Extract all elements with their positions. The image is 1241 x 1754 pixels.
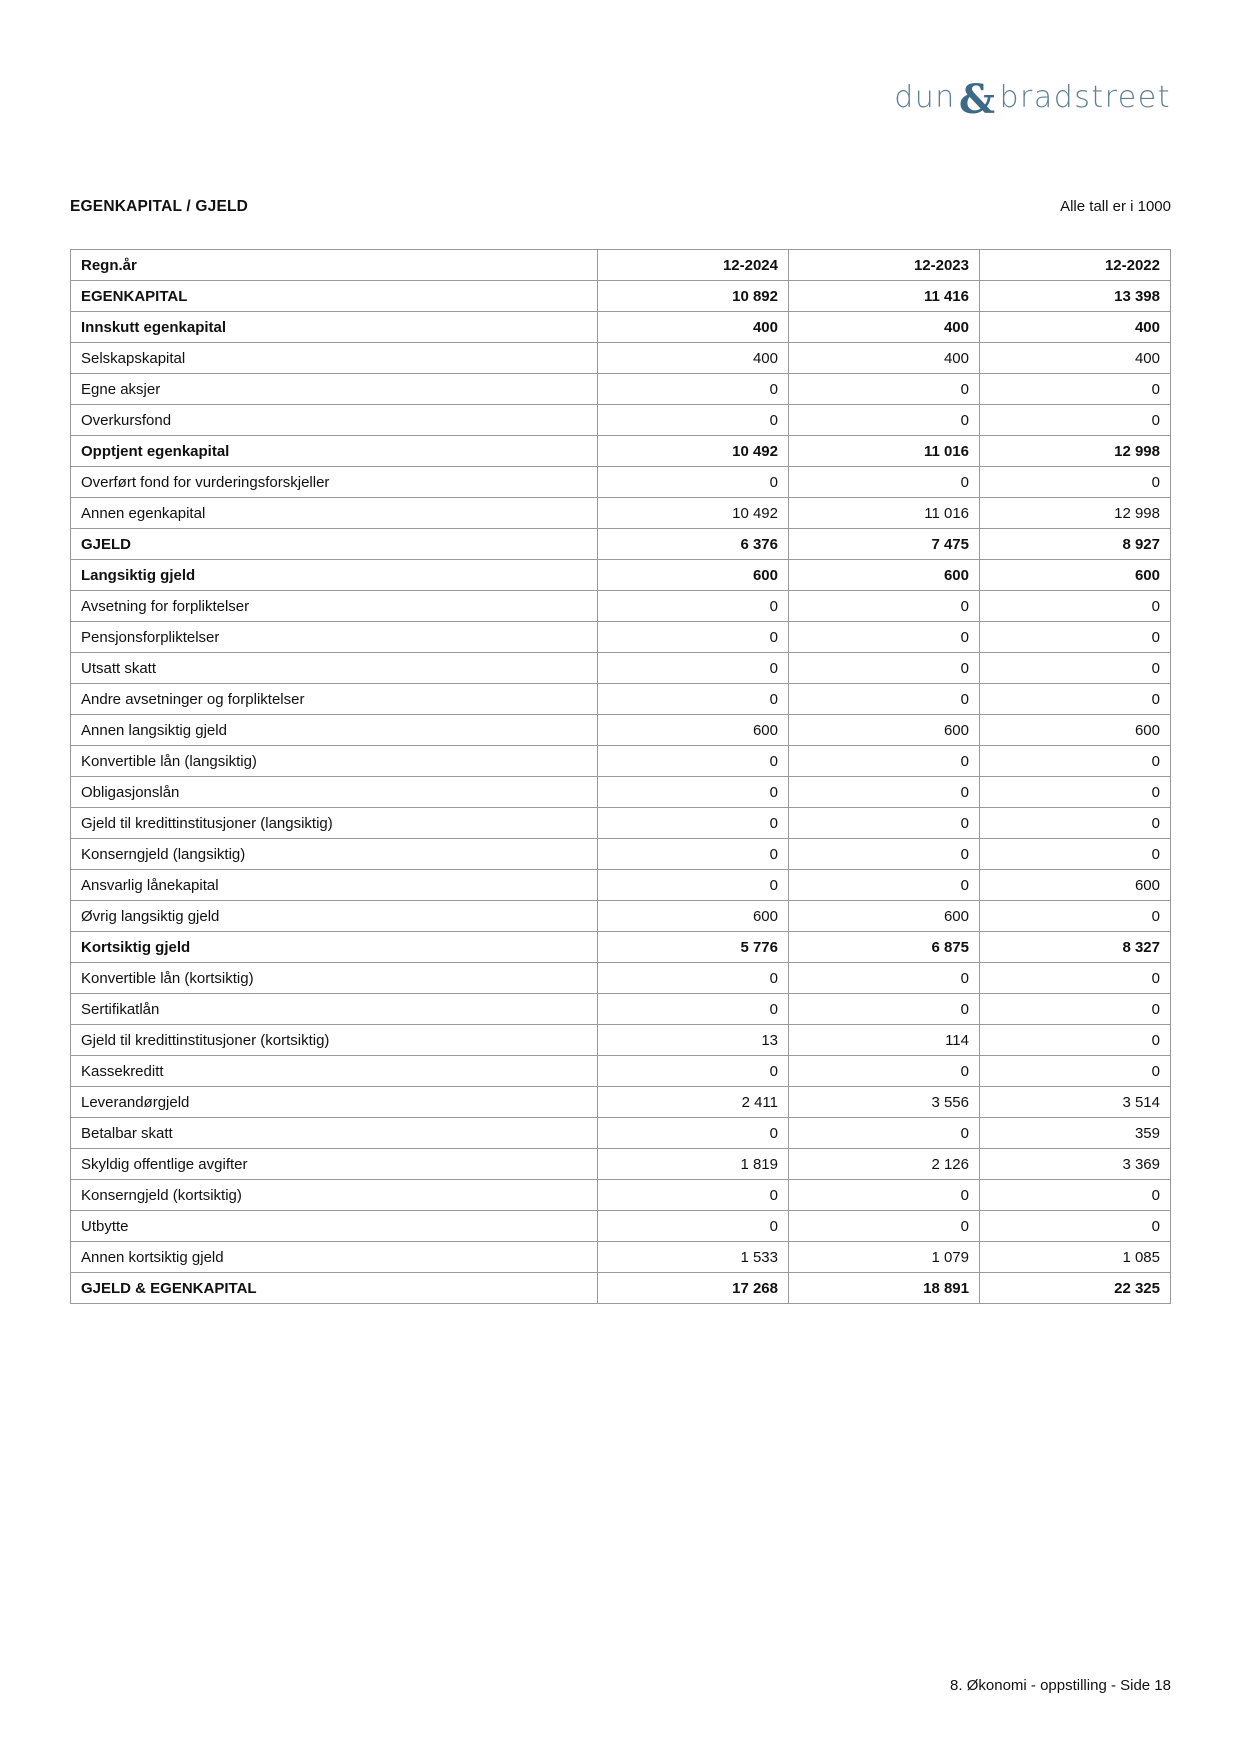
- row-value: 10 892: [598, 281, 789, 312]
- row-value: 600: [980, 870, 1171, 901]
- table-row: [71, 591, 1171, 622]
- row-value: 0: [980, 901, 1171, 932]
- row-value: 0: [980, 746, 1171, 777]
- row-value: 0: [598, 994, 789, 1025]
- logo-text-dun: dun: [894, 80, 956, 115]
- table-row: [71, 622, 1171, 653]
- section-title: EGENKAPITAL / GJELD: [70, 198, 249, 215]
- row-value: 10 492: [598, 436, 789, 467]
- table-row: [71, 1211, 1171, 1242]
- row-value: 0: [598, 777, 789, 808]
- table-row: [71, 560, 1171, 591]
- row-value: 0: [598, 1056, 789, 1087]
- row-value: 0: [980, 1180, 1171, 1211]
- row-value: 2 411: [598, 1087, 789, 1118]
- row-value: 0: [598, 746, 789, 777]
- row-value: 3 556: [789, 1087, 980, 1118]
- table-row: [71, 1149, 1171, 1180]
- table-row: [71, 684, 1171, 715]
- row-label: Annen kortsiktig gjeld: [71, 1242, 598, 1273]
- row-value: 0: [598, 1211, 789, 1242]
- row-label: Egne aksjer: [71, 374, 598, 405]
- row-value: 600: [980, 715, 1171, 746]
- row-value: 6 376: [598, 529, 789, 560]
- table-row: [71, 746, 1171, 777]
- row-value: 0: [789, 1180, 980, 1211]
- row-value: 0: [598, 684, 789, 715]
- column-header-label: Regn.år: [71, 250, 598, 281]
- row-label: Betalbar skatt: [71, 1118, 598, 1149]
- row-value: 0: [789, 746, 980, 777]
- row-value: 400: [598, 343, 789, 374]
- row-value: 0: [598, 374, 789, 405]
- row-value: 0: [598, 467, 789, 498]
- row-label: Konvertible lån (kortsiktig): [71, 963, 598, 994]
- row-value: 600: [598, 901, 789, 932]
- row-label: EGENKAPITAL: [71, 281, 598, 312]
- row-value: 0: [789, 374, 980, 405]
- table-row: [71, 1025, 1171, 1056]
- row-label: Gjeld til kredittinstitusjoner (kortsiktig): [71, 1025, 598, 1056]
- row-value: 400: [789, 312, 980, 343]
- row-value: 600: [789, 901, 980, 932]
- row-label: Konserngjeld (langsiktig): [71, 839, 598, 870]
- row-value: 0: [598, 839, 789, 870]
- row-label: Leverandørgjeld: [71, 1087, 598, 1118]
- row-value: 0: [598, 653, 789, 684]
- row-value: 0: [789, 1211, 980, 1242]
- row-label: Pensjonsforpliktelser: [71, 622, 598, 653]
- table-row: [71, 436, 1171, 467]
- table-row: [71, 1087, 1171, 1118]
- row-value: 1 079: [789, 1242, 980, 1273]
- row-label: Øvrig langsiktig gjeld: [71, 901, 598, 932]
- row-value: 600: [980, 560, 1171, 591]
- section-header: [70, 198, 1171, 216]
- row-value: 0: [980, 684, 1171, 715]
- row-value: 400: [598, 312, 789, 343]
- table-row: [71, 405, 1171, 436]
- row-value: 11 016: [789, 498, 980, 529]
- row-label: Overkursfond: [71, 405, 598, 436]
- row-value: 0: [980, 653, 1171, 684]
- row-value: 3 514: [980, 1087, 1171, 1118]
- logo-ampersand-icon: &: [958, 76, 997, 123]
- row-value: 10 492: [598, 498, 789, 529]
- row-value: 0: [980, 839, 1171, 870]
- row-value: 0: [598, 405, 789, 436]
- table-row: [71, 281, 1171, 312]
- row-label: Konvertible lån (langsiktig): [71, 746, 598, 777]
- table-row: [71, 653, 1171, 684]
- dun-bradstreet-logo: [894, 74, 1171, 121]
- table-row: [71, 994, 1171, 1025]
- row-value: 18 891: [789, 1273, 980, 1304]
- row-value: 12 998: [980, 498, 1171, 529]
- row-value: 6 875: [789, 932, 980, 963]
- row-value: 0: [789, 963, 980, 994]
- row-value: 0: [598, 1180, 789, 1211]
- row-value: 1 533: [598, 1242, 789, 1273]
- row-value: 12 998: [980, 436, 1171, 467]
- row-value: 0: [789, 653, 980, 684]
- row-label: Utbytte: [71, 1211, 598, 1242]
- row-value: 400: [980, 343, 1171, 374]
- row-value: 0: [980, 777, 1171, 808]
- row-label: Andre avsetninger og forpliktelser: [71, 684, 598, 715]
- row-value: 0: [980, 994, 1171, 1025]
- row-label: Konserngjeld (kortsiktig): [71, 1180, 598, 1211]
- table-row: [71, 1118, 1171, 1149]
- row-value: 114: [789, 1025, 980, 1056]
- row-value: 11 016: [789, 436, 980, 467]
- row-value: 0: [789, 994, 980, 1025]
- row-value: 0: [789, 839, 980, 870]
- table-row: [71, 808, 1171, 839]
- row-value: 0: [980, 467, 1171, 498]
- row-value: 0: [598, 622, 789, 653]
- row-label: Langsiktig gjeld: [71, 560, 598, 591]
- row-value: 2 126: [789, 1149, 980, 1180]
- row-label: Kassekreditt: [71, 1056, 598, 1087]
- row-label: Utsatt skatt: [71, 653, 598, 684]
- table-row: [71, 1242, 1171, 1273]
- row-value: 7 475: [789, 529, 980, 560]
- table-row: [71, 839, 1171, 870]
- row-label: Annen egenkapital: [71, 498, 598, 529]
- row-value: 5 776: [598, 932, 789, 963]
- row-label: Sertifikatlån: [71, 994, 598, 1025]
- table-row: [71, 963, 1171, 994]
- table-row: [71, 498, 1171, 529]
- table-row: [71, 901, 1171, 932]
- row-value: 0: [789, 622, 980, 653]
- equity-liabilities-table: [70, 249, 1171, 1304]
- row-value: 1 085: [980, 1242, 1171, 1273]
- row-value: 0: [789, 591, 980, 622]
- row-value: 0: [598, 963, 789, 994]
- row-value: 0: [980, 591, 1171, 622]
- row-value: 22 325: [980, 1273, 1171, 1304]
- row-label: Ansvarlig lånekapital: [71, 870, 598, 901]
- row-value: 400: [980, 312, 1171, 343]
- row-value: 600: [598, 715, 789, 746]
- row-label: Gjeld til kredittinstitusjoner (langsiktig): [71, 808, 598, 839]
- table-row: [71, 374, 1171, 405]
- row-label: Annen langsiktig gjeld: [71, 715, 598, 746]
- row-value: 0: [980, 374, 1171, 405]
- row-value: 600: [598, 560, 789, 591]
- row-value: 0: [980, 405, 1171, 436]
- table-row: [71, 1180, 1171, 1211]
- row-value: 3 369: [980, 1149, 1171, 1180]
- column-header-period: 12-2024: [598, 250, 789, 281]
- row-value: 0: [980, 622, 1171, 653]
- row-label: GJELD: [71, 529, 598, 560]
- row-value: 11 416: [789, 281, 980, 312]
- row-value: 0: [980, 808, 1171, 839]
- row-value: 0: [789, 1056, 980, 1087]
- row-value: 0: [789, 405, 980, 436]
- table-row: [71, 312, 1171, 343]
- table-row: [71, 870, 1171, 901]
- row-value: 13 398: [980, 281, 1171, 312]
- row-value: 0: [789, 870, 980, 901]
- row-value: 17 268: [598, 1273, 789, 1304]
- equity-liabilities-table-wrapper: [70, 249, 1171, 1304]
- table-row: [71, 715, 1171, 746]
- row-value: 600: [789, 715, 980, 746]
- page-footer: 8. Økonomi - oppstilling - Side 18: [950, 1677, 1171, 1694]
- row-value: 0: [789, 808, 980, 839]
- row-value: 0: [598, 808, 789, 839]
- row-label: Opptjent egenkapital: [71, 436, 598, 467]
- row-value: 0: [789, 467, 980, 498]
- row-value: 0: [789, 1118, 980, 1149]
- row-value: 0: [789, 684, 980, 715]
- row-value: 0: [980, 963, 1171, 994]
- row-value: 0: [789, 777, 980, 808]
- row-value: 0: [598, 1118, 789, 1149]
- row-label: GJELD & EGENKAPITAL: [71, 1273, 598, 1304]
- row-value: 600: [789, 560, 980, 591]
- row-label: Overført fond for vurderingsforskjeller: [71, 467, 598, 498]
- row-label: Kortsiktig gjeld: [71, 932, 598, 963]
- section-note: Alle tall er i 1000: [1060, 198, 1171, 215]
- column-header-period: 12-2023: [789, 250, 980, 281]
- table-row: [71, 1056, 1171, 1087]
- row-value: 0: [980, 1025, 1171, 1056]
- row-value: 13: [598, 1025, 789, 1056]
- row-value: 8 327: [980, 932, 1171, 963]
- table-row: [71, 1273, 1171, 1304]
- row-value: 0: [980, 1211, 1171, 1242]
- row-value: 1 819: [598, 1149, 789, 1180]
- logo-text-bradstreet: bradstreet: [999, 80, 1171, 115]
- row-value: 0: [598, 870, 789, 901]
- table-row: [71, 529, 1171, 560]
- row-value: 0: [980, 1056, 1171, 1087]
- table-row: [71, 932, 1171, 963]
- table-header-row: [71, 250, 1171, 281]
- row-value: 359: [980, 1118, 1171, 1149]
- row-label: Avsetning for forpliktelser: [71, 591, 598, 622]
- column-header-period: 12-2022: [980, 250, 1171, 281]
- table-row: [71, 343, 1171, 374]
- row-value: 0: [598, 591, 789, 622]
- row-value: 8 927: [980, 529, 1171, 560]
- row-label: Innskutt egenkapital: [71, 312, 598, 343]
- row-label: Skyldig offentlige avgifter: [71, 1149, 598, 1180]
- row-label: Obligasjonslån: [71, 777, 598, 808]
- table-row: [71, 777, 1171, 808]
- table-row: [71, 467, 1171, 498]
- row-label: Selskapskapital: [71, 343, 598, 374]
- row-value: 400: [789, 343, 980, 374]
